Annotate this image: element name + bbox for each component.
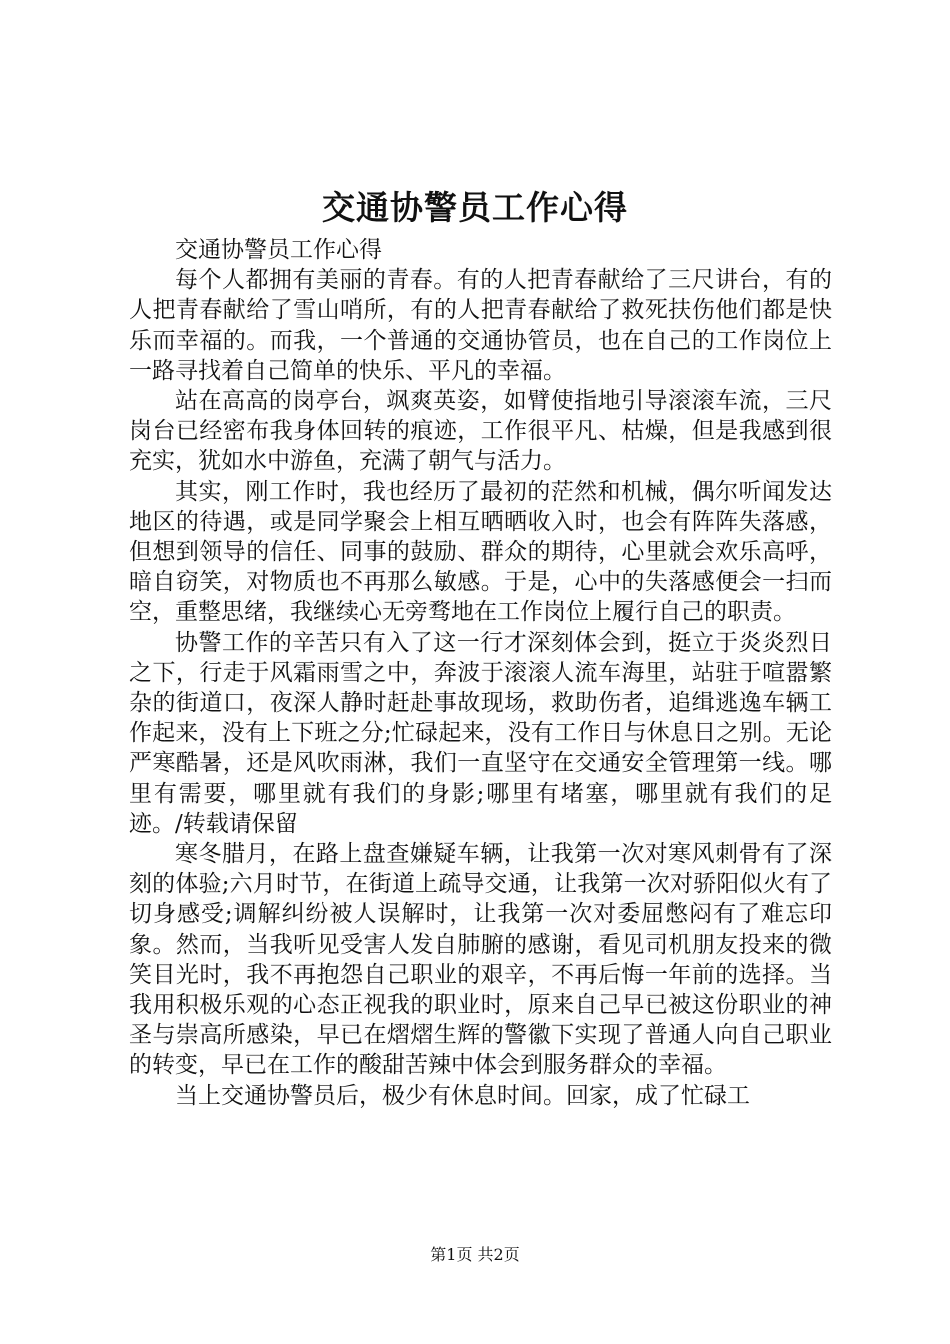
paragraph: 协警工作的辛苦只有入了这一行才深刻体会到，挺立于炎炎烈日之下，行走于风霜雨雪之中，奔波于滚滚人流车海里，站驻于喧嚣繁杂的街道口，夜深人静时赶赴事故现场，救助伤者，追缉逃逸车辆工作起来，没有上下班之分;忙碌起来，没有工作日与休息日之别。无论严寒酷暑，还是风吹雨淋，我们一直坚守在交通安全管理第一线。哪里有需要，哪里就有我们的身影;哪里有堵塞，哪里就有我们的足迹。/转载请保留 [129,629,832,837]
paragraph: 寒冬腊月，在路上盘查嫌疑车辆，让我第一次对寒风刺骨有了深刻的体验;六月时节，在街道上疏导交通，让我第一次对骄阳似火有了切身感受;调解纠纷被人误解时，让我第一次对委屈憋闷有了难忘印象。然而，当我听见受害人发自肺腑的感谢，看见司机朋友投来的微笑目光时，我不再抱怨自己职业的艰辛，不再后悔一年前的选择。当我用积极乐观的心态正视我的职业时，原来自己早已被这份职业的神圣与崇高所感染，早已在熠熠生辉的警徽下实现了普通人向自己职业的转变，早已在工作的酸甜苦辣中体会到服务群众的幸福。 [129,841,832,1079]
paragraph: 每个人都拥有美丽的青春。有的人把青春献给了三尺讲台，有的人把青春献给了雪山哨所，有的人把青春献给了救死扶伤他们都是快乐而幸福的。而我，一个普通的交通协管员，也在自己的工作岗位上一路寻找着自己简单的快乐、平凡的幸福。 [129,267,832,384]
paragraph: 当上交通协警员后，极少有休息时间。回家，成了忙碌工 [175,1082,750,1109]
document-body [129,235,832,1111]
paragraph: 站在高高的岗亭台，飒爽英姿，如臂使指地引导滚滚车流，三尺岗台已经密布我身体回转的痕迹，工作很平凡、枯燥，但是我感到很充实，犹如水中游鱼，充满了朝气与活力。 [129,388,832,475]
page-number: 第1页 共2页 [430,1245,520,1264]
paragraph: 其实，刚工作时，我也经历了最初的茫然和机械，偶尔听闻发达地区的待遇，或是同学聚会上相互晒晒收入时，也会有阵阵失落感，但想到领导的信任、同事的鼓励、群众的期待，心里就会欢乐高呼，暗自窃笑，对物质也不再那么敏感。于是，心中的失落感便会一扫而空，重整思绪，我继续心无旁骛地在工作岗位上履行自己的职责。 [129,478,832,626]
document-title: 交通协警员工作心得 [322,188,628,227]
paragraph: 交通协警员工作心得 [175,237,382,263]
